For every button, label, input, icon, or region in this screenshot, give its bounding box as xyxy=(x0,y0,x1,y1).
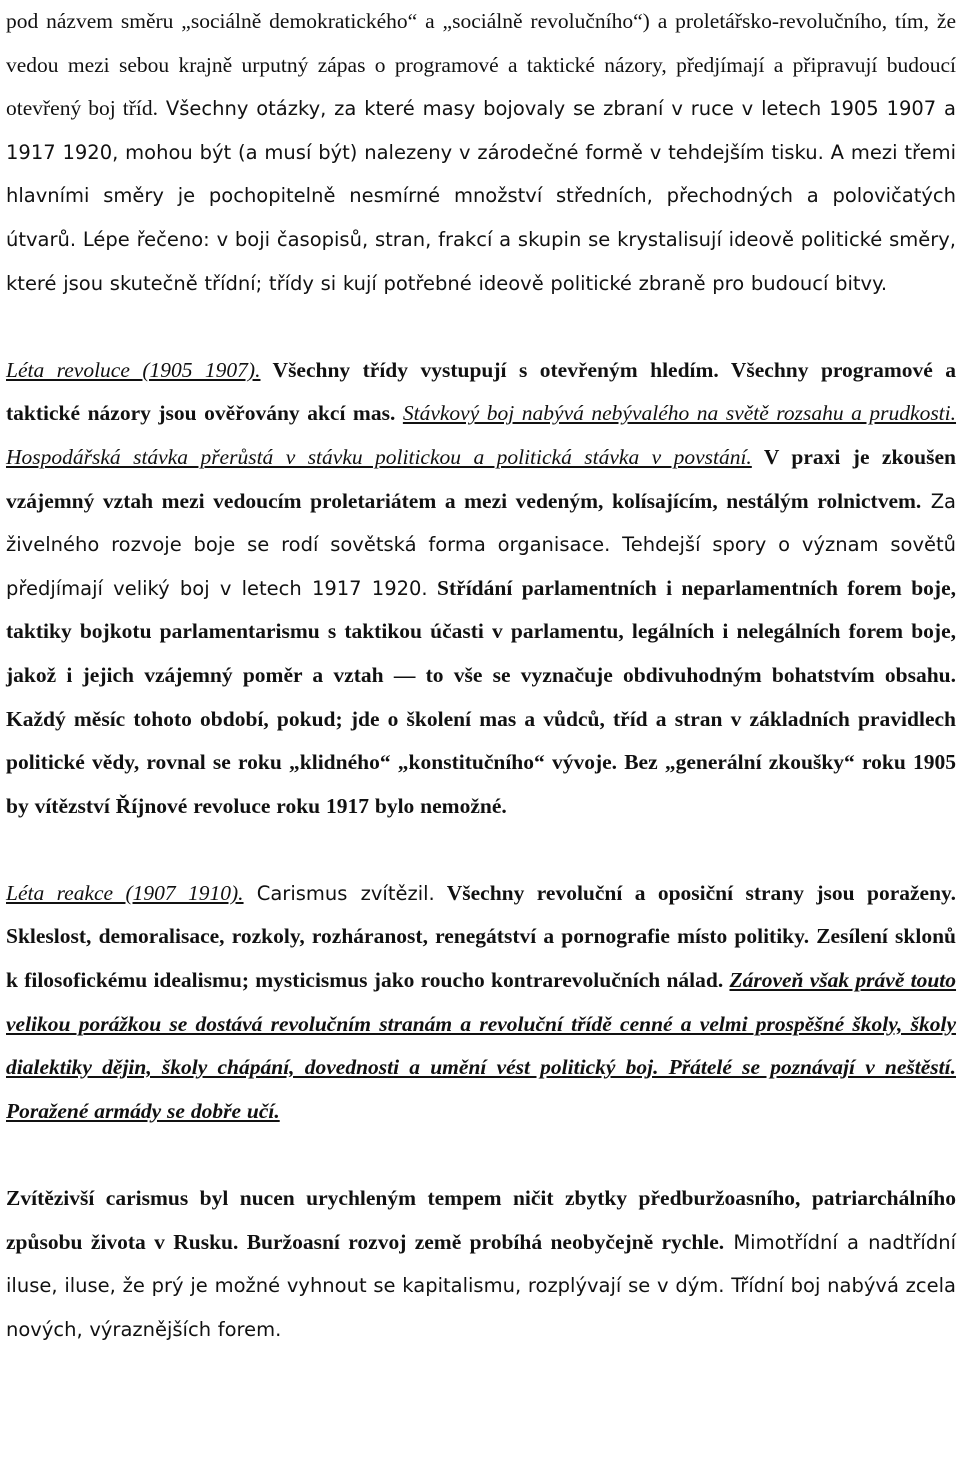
paragraph-3 xyxy=(6,872,956,1134)
paragraph-1-run-2: Všechny otázky, za které masy bojovaly se zbraní v ruce v letech 1905 1907 a 1917 1920, mohou být (a musí být) nalezeny v zárodečné formě v tehdejším tisku. A mezi třemi hlavními směry je pochopitelně nesmírné množství středních, přechodných a polovičatých útvarů. xyxy=(6,97,956,251)
paragraph-2-run-3 xyxy=(395,401,403,425)
paragraph-1 xyxy=(6,0,956,305)
paragraph-1-run-1: pod názvem směru „sociálně demokratického“ a „sociálně revolučního“) a proletářsko-revolučního, tím, že vedou mezi sebou krajně urputný zápas o programové a taktické názory, předjímají a připravují budoucí otevřený boj tříd. xyxy=(6,9,956,121)
paragraph-2-run-4: Stávkový boj nabývá nebývalého na světě rozsahu a prudkosti. Hospodářská stávka přerůstá v stávku politickou a politická stávka v povstání. xyxy=(6,401,957,469)
section-heading-revolution: Léta revoluce (1905 1907). xyxy=(6,357,261,382)
paragraph-3-run-3: Všechny revoluční a oposiční strany jsou poraženy. Skleslost, demoralisace, rozkoly, rozháranost, renegátství a pornografie místo politiky. Zesílení sklonů k filosofickému idealismu; mysticismus jako roucho kontrarevolučních nálad. xyxy=(6,880,956,993)
paragraph-2-run-7: Střídání parlamentních i neparlamentních forem boje, taktiky bojkotu parlamentarismu s taktikou účasti v parlamentu, legálních i nelegálních forem boje, jakož i jejich vzájemný poměr a vztah — to vše se vyznačuje obdivuhodným bohatstvím obsahu. Každý měsíc tohoto období, pokud; jde o školení mas a vůdců, tříd a stran v základních pravidlech politické vědy, rovnal se roku „klidného“ „konstitučního“ vývoje. Bez „generální zkoušky“ roku 1905 by vítězství Říjnové revoluce roku 1917 bylo nemožné. xyxy=(6,575,956,818)
paragraph-gap xyxy=(6,828,956,872)
paragraph-3-run-5: Zároveň však právě touto velikou porážkou se dostává revolučním stranám a revoluční třídě cenné a velmi prospěšné školy, školy dialektiky dějin, školy chápání, dovednosti a umění vést politický boj. Přátelé se poznávají v neštěstí. Poražené armády se dobře učí. xyxy=(6,968,957,1123)
paragraph-2-run-2: Všechny třídy vystupují s otevřeným hledím. Všechny programové a taktické názory jsou ověřovány akcí mas. xyxy=(6,357,956,426)
paragraph-gap xyxy=(6,305,956,349)
paragraph-1-run-3: Lépe řečeno: v boji časopisů, stran, frakcí a skupin se krystalisují ideově politické směry, které jsou skutečně třídní; třídy si kují potřebné ideově politické zbraně pro budoucí bitvy. xyxy=(6,227,956,295)
paragraph-2-run-6: Za živelného rozvoje boje se rodí sovětská forma organisace. Tehdejší spory o význam sovětů předjímají veliký boj v letech 1917 1920. xyxy=(6,489,956,600)
section-heading-reaction: Léta reakce (1907 1910). xyxy=(6,880,244,905)
paragraph-gap xyxy=(6,1133,956,1177)
paragraph-3-run-2: Carismus zvítězil. xyxy=(243,881,435,905)
paragraph-4 xyxy=(6,1177,956,1351)
document-page xyxy=(6,0,956,1351)
paragraph-2-run-5: V praxi je zkoušen vzájemný vztah mezi vedoucím proletariátem a mezi vedeným, kolísajícím, nestálým rolnictvem. xyxy=(6,444,956,513)
paragraph-4-run-2: Mimotřídní a nadtřídní iluse, iluse, že prý je možné vyhnout se kapitalismu, rozplývají se v dým. Třídní boj nabývá zcela nových, výraznějších forem. xyxy=(6,1230,956,1341)
paragraph-2 xyxy=(6,349,956,829)
paragraph-4-run-1: Zvítězivší carismus byl nucen urychleným tempem ničit zbytky předburžoasního, patriarchálního způsobu života v Rusku. Buržoasní rozvoj země probíhá neobyčejně rychle. xyxy=(6,1186,956,1254)
